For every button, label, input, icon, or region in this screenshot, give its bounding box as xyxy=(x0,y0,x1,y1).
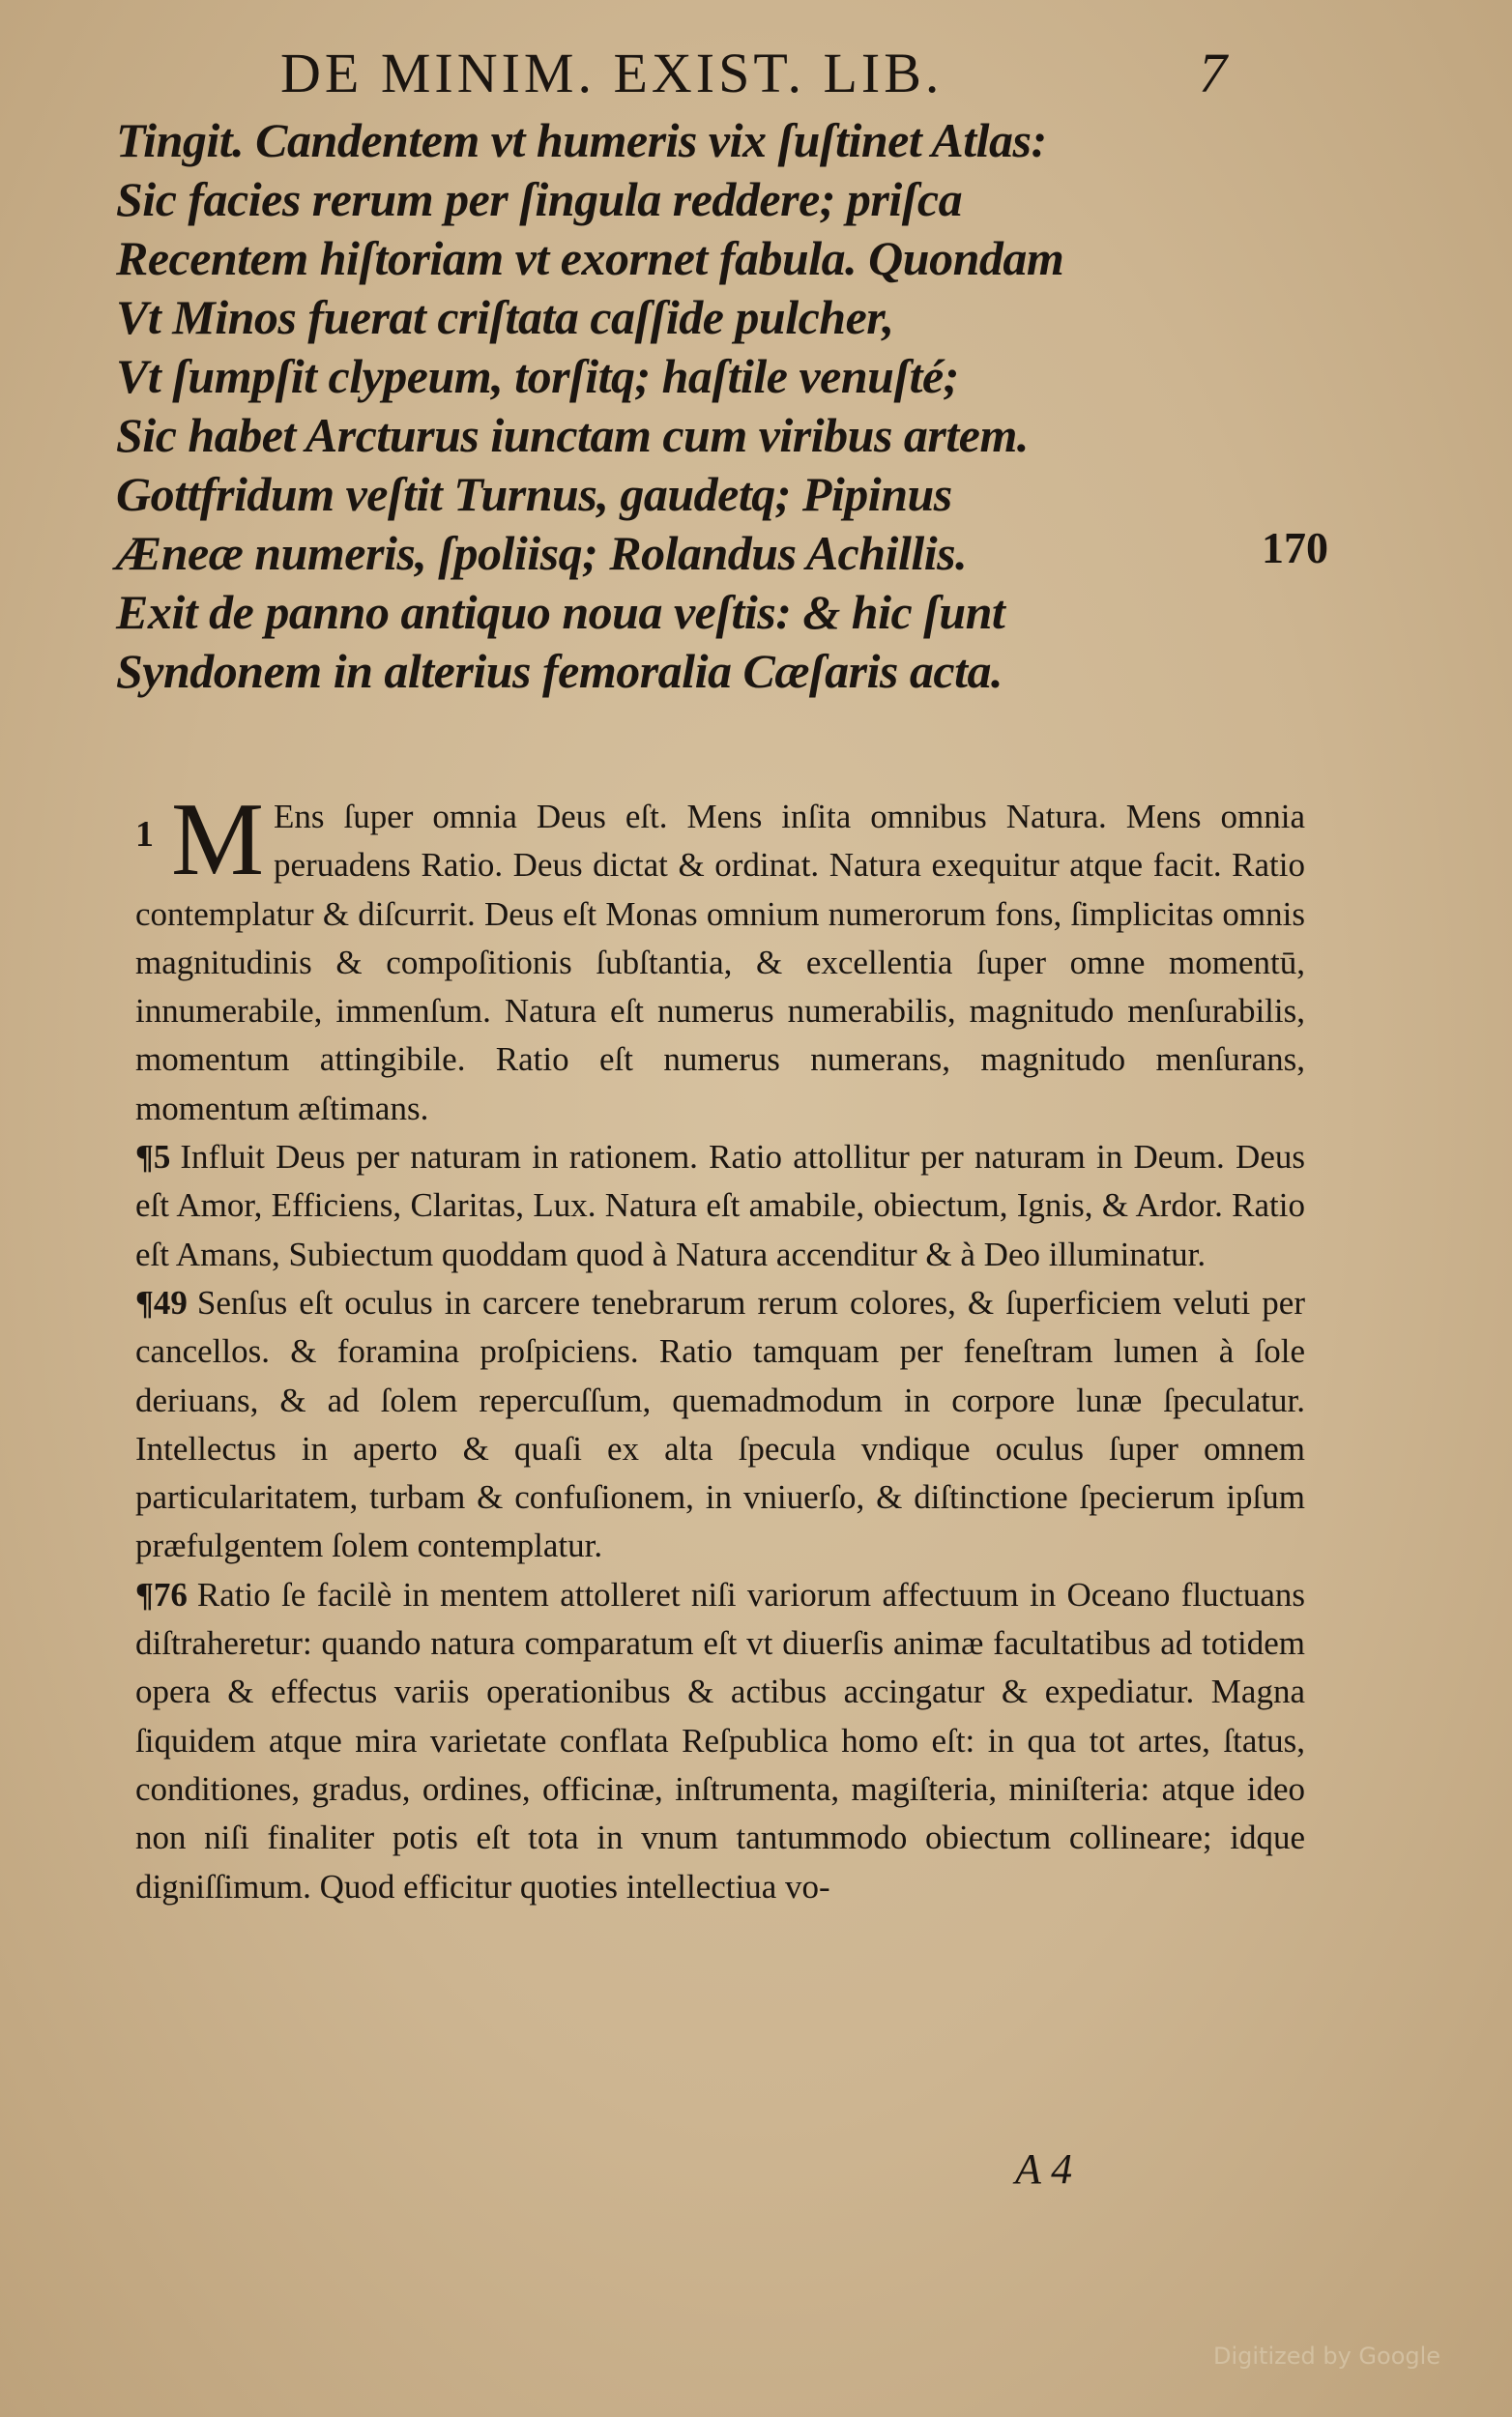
margin-line-number: 170 xyxy=(1262,523,1328,572)
paragraph-3 xyxy=(135,1279,1305,1571)
drop-capital: M xyxy=(171,782,265,897)
paragraph-text: Ratio ſe facilè in mentem attolleret niſi variorum affectuum in Oceano fluctuans diſtraheretur: quando natura comparatum eſt vt diuerſis animæ facultatibus ad totidem opera & effectus variis operationibus & actibus accingatur & expediatur. Magna ſiquidem atque mira varietate conflata Reſpublica homo eſt: in qua tot artes, ſtatus, conditiones, gradus, ordines, officinæ, inſtrumenta, magiſteria, miniſteria: atque ideo non niſi finaliter potis eſt tota in vnum tantummodo obiectum collineare; idque digniſſimum. Quod efficitur quoties intellectiua vo- xyxy=(135,1575,1305,1906)
verse-line: Vt Minos fuerat criſtata caſſide pulcher, xyxy=(116,290,894,344)
verse-line: Sic habet Arcturus iunctam cum viribus artem. xyxy=(116,408,1029,462)
pilcrow-marker: ¶49 xyxy=(135,1283,188,1322)
paragraph-1 xyxy=(135,782,1305,1133)
pilcrow-marker: ¶76 xyxy=(135,1575,188,1614)
verse-line: Sic facies rerum per ſingula reddere; priſca xyxy=(116,172,963,226)
prose-block xyxy=(135,782,1305,1911)
verse-line: Syndonem in alterius femoralia Cæſaris acta. xyxy=(116,644,1003,698)
verse-block xyxy=(116,111,1315,701)
paragraph-2 xyxy=(135,1133,1305,1279)
digitization-watermark: Digitized by Google xyxy=(1213,2343,1441,2370)
catchword-signature: A 4 xyxy=(1015,2145,1073,2193)
paragraph-text: Influit Deus per naturam in rationem. Ratio attollitur per naturam in Deum. Deus eſt Amor, Efficiens, Claritas, Lux. Natura eſt amabile, obiectum, Ignis, & Ardor. Ratio eſt Amans, Subiectum quoddam quod à Natura accenditur & à Deo illuminatur. xyxy=(135,1138,1305,1273)
verse-line: Gottfridum veſtit Turnus, gaudetq; Pipinus xyxy=(116,467,952,521)
verse-line: Vt ſumpſit clypeum, torſitq; haſtile venuſté; xyxy=(116,349,959,403)
verse-line: Recentem hiſtoriam vt exornet fabula. Quondam xyxy=(116,231,1064,285)
paragraph-4 xyxy=(135,1571,1305,1911)
running-title: DE MINIM. EXIST. LIB. xyxy=(280,42,944,104)
paragraph-text: Senſus eſt oculus in carcere tenebrarum rerum colores, & ſuperficiem veluti per cancellos. & foramina proſpiciens. Ratio tamquam per feneſtram lumen à ſole deriuans, & ad ſolem repercuſſum, quemadmodum in corpore lunæ ſpeculatur. Intellectus in aperto & quaſi ex alta ſpecula vndique oculus ſuper omnem particularitatem, turbam & confuſionem, in vniuerſo, & diſtinctione ſpecierum ipſum præfulgentem ſolem contemplatur. xyxy=(135,1283,1305,1565)
running-header xyxy=(280,41,1257,108)
section-number: 1 xyxy=(135,814,154,855)
pilcrow-marker: ¶5 xyxy=(135,1138,171,1177)
verse-line: Æneæ numeris, ſpoliisq; Rolandus Achillis. xyxy=(116,526,968,580)
verse-line: Exit de panno antiquo noua veſtis: & hic ſunt xyxy=(116,585,1005,639)
verse-line: Tingit. Candentem vt humeris vix ſuſtinet Atlas: xyxy=(116,113,1047,167)
page-number: 7 xyxy=(1199,42,1231,104)
paragraph-text: Ens ſuper omnia Deus eſt. Mens inſita omnibus Natura. Mens omnia peruadens Ratio. Deus dictat & ordinat. Natura exequitur atque facit. Ratio contemplatur & diſcurrit. Deus eſt Monas omnium numerorum fons, ſimplicitas omnis magnitudinis & compoſitionis ſubſtantia, & excellentia ſuper omne momentū, innumerabile, immenſum. Natura eſt numerus numerabilis, magnitudo menſurabilis, momentum attingibile. Ratio eſt numerus numerans, magnitudo menſurans, momentum æſtimans. xyxy=(135,798,1305,1127)
